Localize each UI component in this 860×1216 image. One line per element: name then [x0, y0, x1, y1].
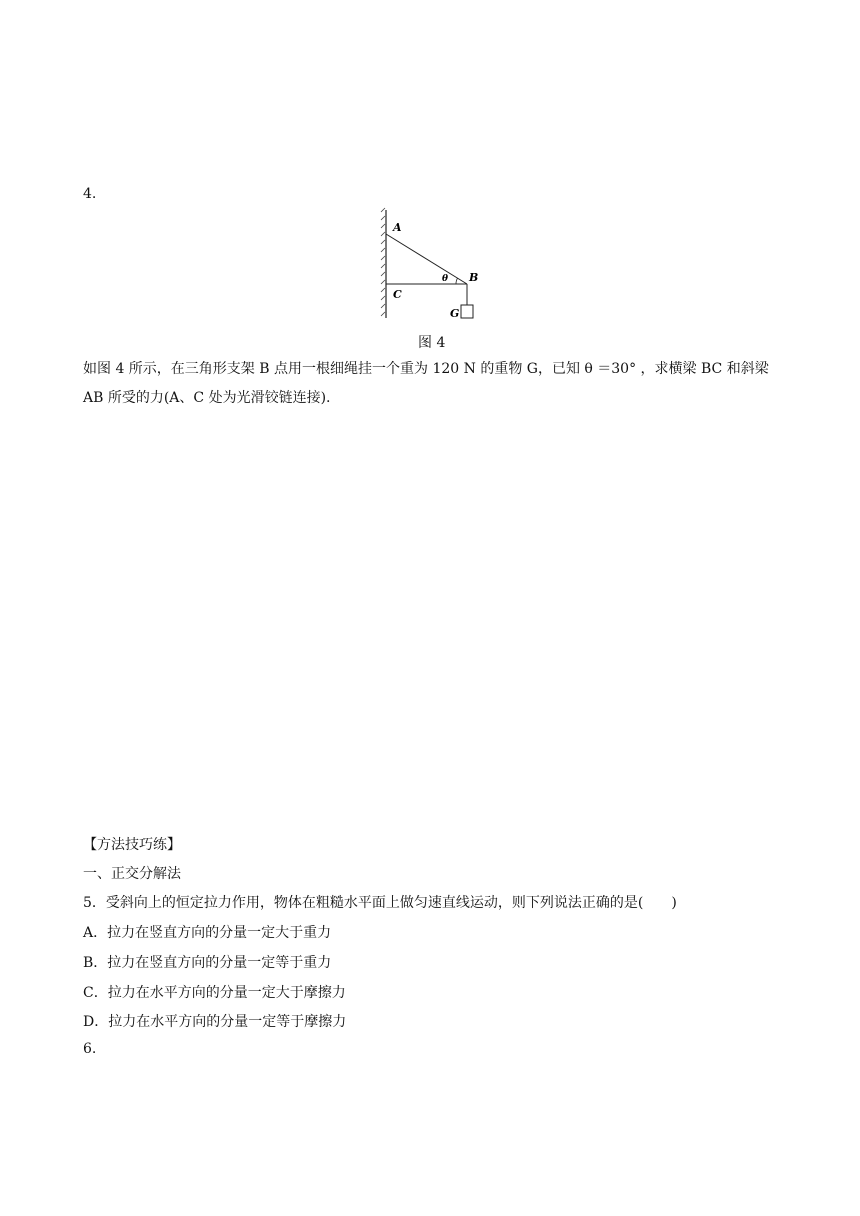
question-4-number: 4.: [83, 186, 97, 202]
question-4-text: 如图 4 所示，在三角形支架 B 点用一根细绳挂一个重为 120 N 的重物 G，已知 θ ＝30° ，求横梁 BC 和斜梁 AB 所受的力(A、C 处为光滑铰链连接).: [83, 361, 769, 406]
option-d: D．拉力在水平方向的分量一定等于摩擦力: [83, 1014, 347, 1030]
triangle-bracket-figure: [376, 208, 486, 330]
question-5-stem: 5．受斜向上的恒定拉力作用，物体在粗糙水平面上做匀速直线运动，则下列说法正确的是( ): [83, 895, 677, 911]
bracket-diagram: [376, 208, 486, 326]
beam-ab: [386, 234, 467, 284]
figure-caption: 图 4: [418, 335, 446, 351]
section-heading: 【方法技巧练】: [83, 837, 181, 853]
section-subheading: 一、正交分解法: [83, 866, 181, 882]
theta-arc: [456, 278, 458, 284]
label-c: C: [393, 288, 402, 301]
option-a: A．拉力在竖直方向的分量一定大于重力: [83, 925, 332, 941]
label-theta: θ: [442, 274, 449, 284]
label-g: G: [450, 307, 460, 320]
option-b: B．拉力在竖直方向的分量一定等于重力: [83, 955, 332, 971]
weight-box: [461, 305, 473, 318]
wall-hatching: [381, 208, 385, 316]
label-a: A: [393, 221, 402, 234]
option-c: C．拉力在水平方向的分量一定大于摩擦力: [83, 985, 346, 1001]
label-b: B: [469, 271, 479, 284]
question-6-number: 6.: [83, 1041, 97, 1057]
